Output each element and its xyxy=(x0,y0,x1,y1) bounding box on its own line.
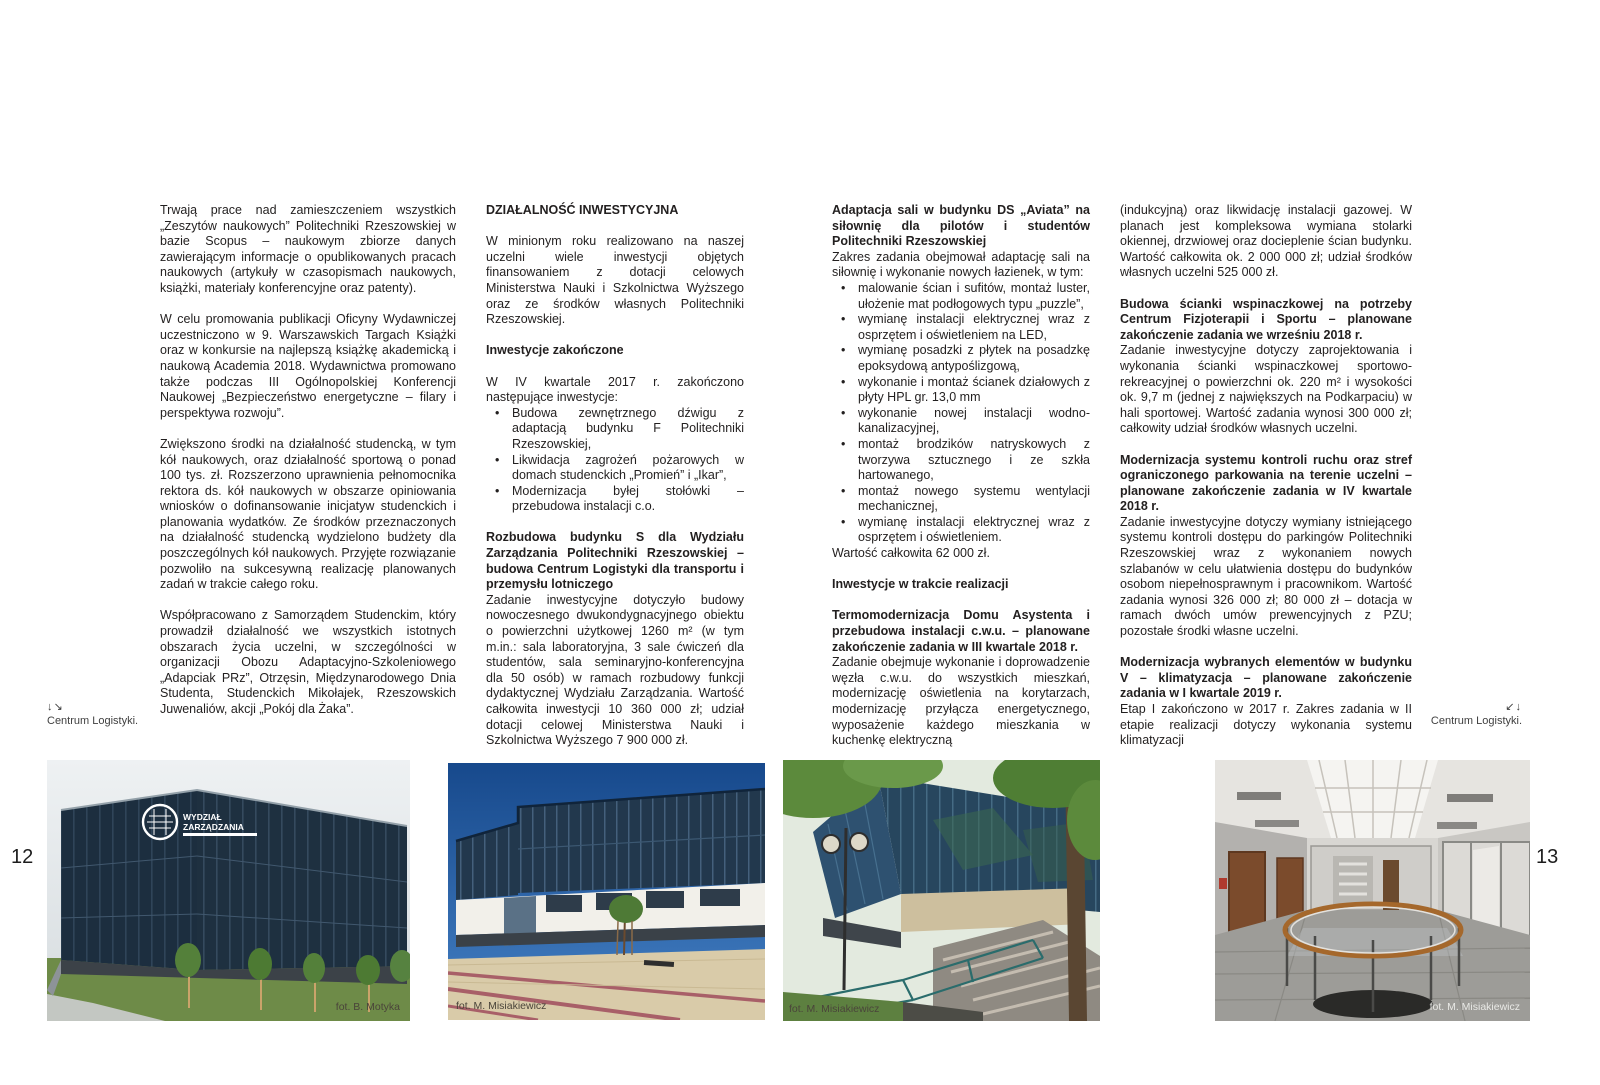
interior-image xyxy=(1215,760,1530,1021)
arrow-downleft-down-icon: ↙↓ xyxy=(1505,701,1522,713)
paragraph: Etap I zakończono w 2017 r. Zakres zadania w II etapie realizacji dotyczy wykonania systemu klimatyzacji xyxy=(1120,702,1412,748)
page-number-right: 13 xyxy=(1536,846,1559,868)
subsection-heading: Inwestycje zakończone xyxy=(486,343,624,358)
spacer xyxy=(486,515,744,531)
building-exterior-image xyxy=(448,763,765,1020)
photo-atrium-interior xyxy=(1215,760,1530,1021)
bullet-item: • Likwidacja zagrożeń pożarowych w domach studenckich „Promień” i „Ikar”, xyxy=(486,453,744,484)
photo-building-with-stairs xyxy=(783,760,1100,1021)
text-column-2 xyxy=(486,203,744,749)
photo-management-faculty-building xyxy=(47,760,410,1021)
section-heading: DZIAŁALNOŚĆ INWESTYCYJNA xyxy=(486,203,679,217)
paragraph: W celu promowania publikacji Oficyny Wydawniczej uczestniczono w 9. Warszawskich Targach Książki oraz w konkursie na najlepszą książkę akademicką i naukową Academia 2018. Wydawnictwa promowano także podczas III Ogólnopolskiej Konferencji Naukowej „Bezpieczeństwo energetyczne – filary i perspektywa rozwoju”. xyxy=(160,312,456,420)
bullet-list xyxy=(832,281,1090,546)
paragraph: Zakres zadania obejmował adaptację sali na siłownię i wykonanie nowych łazienek, w tym: xyxy=(832,249,1090,280)
page-number-left: 12 xyxy=(11,846,34,868)
paragraph: Zadanie inwestycyjne dotyczy wymiany istniejącego systemu kontroli dostępu do parkingów Politechniki Rzeszowskiej wraz z wykonaniem nowych szlabanów w celu ułatwienia dostępu do budynków osobom niepełnosprawnym i pracownikom. Wartość zadania wynosi 326 000 zł; 80 000 zł – dotacja w ramach dwóch umów prewencyjnych z PZU; pozostałe środki własne uczelni. xyxy=(1120,514,1412,639)
paragraph: Zadanie obejmuje wykonanie i doprowadzenie węzła c.w.u. do wszystkich mieszkań, modernizację oświetlenia na korytarzach, modernizację przyłącza energetycznego, wyposażenie każdego mieszkania w kuchenkę elektryczną xyxy=(832,655,1090,748)
photo-credit: fot. M. Misiakiewicz xyxy=(1429,1001,1520,1013)
project-heading: Adaptacja sali w budynku DS „Aviata” na siłownię dla pilotów i studentów Politechniki Rzeszowskiej xyxy=(832,203,1090,249)
photo-caption-right xyxy=(1431,701,1522,728)
bullet-item: • malowanie ścian i sufitów, montaż luster, ułożenie mat podłogowych typu „puzzle”, xyxy=(832,281,1090,312)
paragraph: Zadanie inwestycyjne dotyczy zaprojektowania i wykonania ścianki wspinaczkowej sportowo-rekreacyjnej o powierzchni ok. 220 m² i wysokości ok. 9,7 m (jednej z największych na Podkarpaciu) w hali sportowej. Wartość zadania wynosi 300 000 zł; całkowity udział środków własnych uczelni. xyxy=(1120,343,1412,436)
caption-text: Centrum Logistyki. xyxy=(1430,714,1522,727)
project-heading: Rozbudowa budynku S dla Wydziału Zarządzania Politechniki Rzeszowskiej – budowa Centrum Logistyki dla transportu i przemysłu lotniczego xyxy=(486,530,744,592)
photo-credit: fot. M. Misiakiewicz xyxy=(456,1000,547,1012)
paragraph: W IV kwartale 2017 r. zakończono następujące inwestycje: xyxy=(486,374,744,405)
paragraph: Trwają prace nad zamieszczeniem wszystkich „Zeszytów naukowych” Politechniki Rzeszowskiej w bazie Scopus – naukowym zbiorze danych zawierającym informacje o opublikowanych pracach naukowych (artykuły w czasopismach naukowych, książki, materiały konferencyjne oraz patenty). xyxy=(160,203,456,295)
building-exterior-image xyxy=(47,760,410,1021)
photo-building-courtyard xyxy=(448,763,765,1020)
bullet-item: • wymianę posadzki z płytek na posadzkę epoksydową antypoślizgową, xyxy=(832,343,1090,374)
svg-text:WYDZIAŁ: WYDZIAŁ xyxy=(183,812,222,822)
arrow-down-downright-icon: ↓↘ xyxy=(47,701,64,713)
paragraph: Współpracowano z Samorządem Studenckim, który prowadził działalność we wszystkich istotnych obszarach życia uczelni, w szczególności w organizacji Obozu Adaptacyjno-Szkoleniowego „Adapciak PRz”, Otrzęsin, Międzynarodowego Dnia Studenta, Studenckich Mikołajek, Rzeszowskich Juwenaliów, akcji „Pokój dla Żaka”. xyxy=(160,608,456,716)
bullet-item: • wymianę instalacji elektrycznej wraz z osprzętem i oświetleniem na LED, xyxy=(832,312,1090,343)
photo-credit: fot. B. Motyka xyxy=(335,1001,400,1013)
photo-caption-left xyxy=(47,701,138,728)
text-column-3 xyxy=(832,203,1090,749)
paragraph: W minionym roku realizowano na naszej uczelni wiele inwestycji objętych finansowaniem z dotacji celowych Ministerstwa Nauki i Szkolnictwa Wyższego oraz ze środków własnych Politechniki Rzeszowskiej. xyxy=(486,234,744,327)
bullet-item: • Modernizacja byłej stołówki – przebudowa instalacji c.o. xyxy=(486,484,744,515)
paragraph: Zwiększono środki na działalność studencką, w tym kół naukowych, oraz działalność sportową o ponad 100 tys. zł. Rozszerzono uprawnienia pełnomocnika rektora ds. kół naukowych w obszarze opiniowania wniosków o dofinansowanie inicjatyw studenckich i planowania wydatków. Ze środków przeznaczonych na działalność studencką wydzielono budżety dla poszczególnych kół naukowych. Przyjęte rozwiązanie pozwoliło na sukcesywną realizację planowanych zadań w trakcie całego roku. xyxy=(160,436,456,592)
paragraph: Zadanie inwestycyjne dotyczyło budowy nowoczesnego dwukondygnacyjnego obiektu o powierzchni użytkowej 1260 m² (w tym m.in.: sala laboratoryjna, 3 sale ćwiczeń dla studentów, sala seminaryjno-konferencyjna dla 50 osób) w ramach rozbudowy funkcji dydaktycznej Wydziału Zarządzania. Wartość całkowita inwestycji 10 360 000 zł; udział dotacji celowej Ministerstwa Nauki i Szkolnictwa Wyższego 7 900 000 zł. xyxy=(486,592,744,748)
paragraph: (indukcyjną) oraz likwidację instalacji gazowej. W planach jest kompleksowa wymiana stolarki okiennej, drzwiowej oraz docieplenie ścian budynku. Wartość całkowita ok. 2 000 000 zł; udział środków własnych uczelni 525 000 zł. xyxy=(1120,203,1412,280)
photo-credit: fot. M. Misiakiewicz xyxy=(789,1003,880,1015)
caption-text: Centrum Logistyki. xyxy=(47,714,139,727)
building-exterior-image xyxy=(783,760,1100,1021)
project-heading: Termomodernizacja Domu Asystenta i przebudowa instalacji c.w.u. – planowane zakończenie zadania w III kwartale 2018 r. xyxy=(832,608,1090,654)
bullet-item: • Budowa zewnętrznego dźwigu z adaptacją budynku F Politechniki Rzeszowskiej, xyxy=(486,406,744,453)
text-column-4 xyxy=(1120,203,1412,749)
project-heading: Modernizacja wybranych elementów w budynku V – klimatyzacja – planowane zakończenie zadania w I kwartale 2019 r. xyxy=(1120,655,1412,701)
bullet-item: • wymianę instalacji elektrycznej wraz z osprzętem i oświetleniem. xyxy=(832,515,1090,546)
bullet-item: • montaż brodzików natryskowych z tworzywa sztucznego i ze szkła hartowanego, xyxy=(832,437,1090,484)
project-heading: Modernizacja systemu kontroli ruchu oraz stref ograniczonego parkowania na terenie uczelni – planowane zakończenie zadania w IV kwartale 2018 r. xyxy=(1120,452,1412,514)
paragraph: Wartość całkowita 62 000 zł. xyxy=(832,546,990,561)
project-heading: Budowa ścianki wspinaczkowej na potrzeby Centrum Fizjoterapii i Sportu – planowane zakończenie zadania we wrześniu 2018 r. xyxy=(1120,296,1412,342)
text-column-1 xyxy=(160,203,456,733)
bullet-item: • wykonanie i montaż ścianek działowych z płyty HPL gr. 13,0 mm xyxy=(832,375,1090,406)
svg-text:ZARZĄDZANIA: ZARZĄDZANIA xyxy=(183,822,244,832)
subsection-heading: Inwestycje w trakcie realizacji xyxy=(832,577,1009,592)
bullet-item: • montaż nowego systemu wentylacji mechanicznej, xyxy=(832,484,1090,515)
bullet-item: • wykonanie nowej instalacji wodno-kanalizacyjnej, xyxy=(832,406,1090,437)
bullet-list xyxy=(486,406,744,515)
